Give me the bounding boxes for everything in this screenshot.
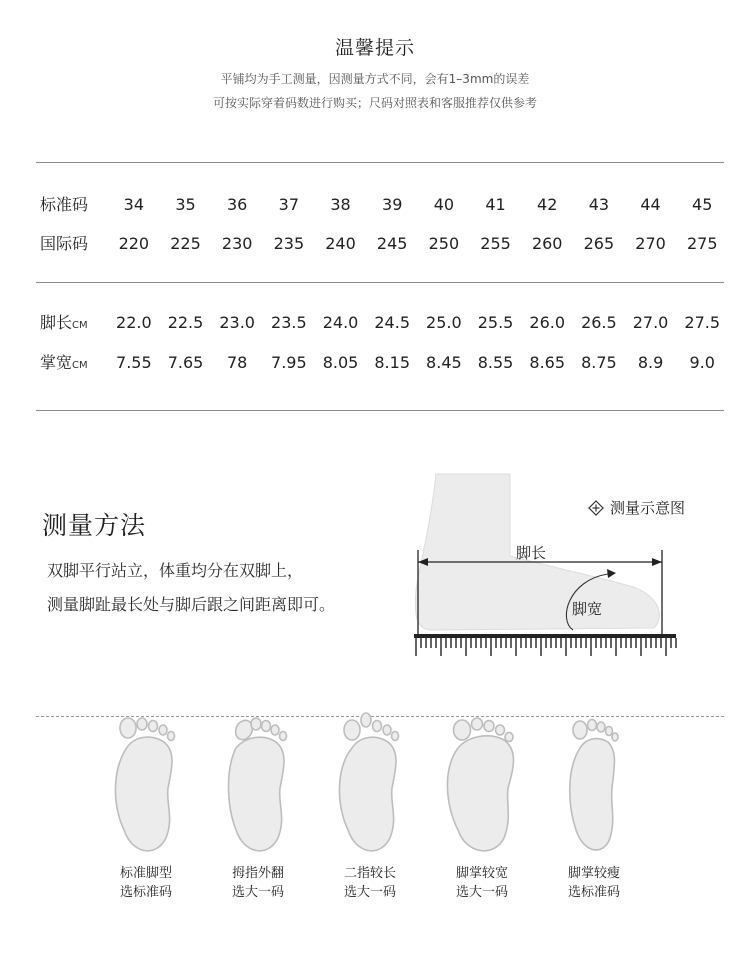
table-cell: 8.65 [529, 353, 566, 372]
table-cell: 34 [123, 195, 145, 214]
table-cell: 41 [485, 195, 506, 214]
table-cell: 38 [330, 195, 351, 214]
diagram-caption-text: 测量示意图 [610, 499, 686, 517]
table-cell: 245 [376, 234, 408, 253]
table-cell: 7.55 [116, 353, 152, 372]
row-label-foot-width: 掌宽CM [40, 353, 88, 372]
table-cell: 26.0 [529, 313, 566, 332]
table-bottom-rule [36, 410, 724, 411]
table-cell: 25.0 [426, 313, 462, 332]
table-cell: 27.5 [684, 313, 721, 332]
foot-type-wide [426, 708, 538, 902]
narrow-foot-icon [554, 708, 634, 864]
table-cell: 220 [118, 234, 150, 253]
table-cell: 270 [635, 234, 666, 253]
tip-note-line-1: 平铺均为手工测量，因测量方式不同，会有1–3mm的误差 [220, 72, 530, 86]
foot-type-line-1: 脚掌较宽 [455, 866, 508, 881]
table-cell: 23.5 [271, 313, 307, 332]
tip-note-line-2: 可按实际穿着码数进行购买；尺码对照表和客服推荐仅供参考 [212, 96, 537, 110]
foot-type-line-2: 选大一码 [231, 885, 284, 900]
width-label: 脚宽 [572, 600, 603, 618]
table-cell: 39 [382, 195, 403, 214]
foot-type-line-1: 脚掌较瘦 [567, 866, 620, 881]
foot-type-line-1: 拇指外翻 [231, 866, 284, 881]
table-row-international-size [108, 234, 728, 254]
table-cell: 8.75 [581, 353, 617, 372]
table-cell: 22.0 [116, 313, 152, 332]
measurement-instruction-line-1: 双脚平行站立，体重均分在双脚上， [47, 561, 304, 580]
table-cell: 35 [175, 195, 196, 214]
foot-type-line-2: 选大一码 [343, 885, 396, 900]
table-cell: 255 [480, 234, 511, 253]
table-cell: 7.95 [271, 353, 307, 372]
table-cell: 8.9 [637, 353, 664, 372]
table-cell: 26.5 [581, 313, 617, 332]
table-middle-rule [36, 282, 724, 283]
foot-type-standard [90, 708, 202, 902]
table-cell: 22.5 [167, 313, 204, 332]
table-cell: 25.5 [477, 313, 514, 332]
table-cell: 8.55 [477, 353, 514, 372]
row-label-foot-length: 脚长CM [40, 313, 88, 332]
long-second-toe-foot-icon [330, 708, 410, 864]
table-cell: 45 [692, 195, 713, 214]
foot-type-narrow [538, 708, 650, 902]
foot-type-guide [90, 708, 710, 902]
table-cell: 8.05 [322, 353, 359, 372]
table-cell: 265 [583, 234, 615, 253]
table-cell: 9.0 [689, 353, 715, 372]
bunion-foot-icon [218, 708, 298, 864]
table-cell: 7.65 [167, 353, 204, 372]
foot-measurement-diagram [408, 470, 680, 662]
table-cell: 240 [325, 234, 356, 253]
length-label: 脚长 [516, 544, 547, 562]
table-cell: 78 [227, 353, 248, 372]
foot-type-line-2: 选大一码 [455, 885, 508, 900]
table-cell: 230 [221, 234, 253, 253]
table-cell: 44 [640, 195, 661, 214]
table-cell: 250 [428, 234, 460, 253]
table-row-standard-size [108, 195, 728, 215]
foot-type-line-1: 标准脚型 [119, 866, 172, 881]
table-cell: 8.15 [374, 353, 410, 372]
measurement-instruction-line-2: 测量脚趾最长处与脚后跟之间距离即可。 [47, 595, 336, 614]
table-cell: 235 [273, 234, 305, 253]
row-label-standard-size: 标准码 [40, 195, 89, 214]
table-cell: 275 [686, 234, 718, 253]
page-title: 温馨提示 [334, 37, 415, 59]
foot-type-line-2: 选标准码 [119, 885, 172, 900]
table-cell: 36 [227, 195, 248, 214]
standard-foot-icon [106, 708, 186, 864]
table-top-rule [36, 162, 724, 163]
foot-type-line-1: 二指较长 [343, 866, 396, 881]
foot-type-long-second-toe [314, 708, 426, 902]
table-cell: 42 [537, 195, 558, 214]
table-cell: 260 [531, 234, 563, 253]
table-cell: 27.0 [632, 313, 669, 332]
table-cell: 43 [588, 195, 610, 214]
table-cell: 225 [170, 234, 201, 253]
table-cell: 23.0 [219, 313, 255, 332]
table-cell: 24.5 [374, 313, 410, 332]
table-cell: 37 [278, 195, 300, 214]
foot-type-line-2: 选标准码 [567, 885, 620, 900]
ruler [414, 634, 676, 638]
table-row-foot-length [108, 313, 728, 333]
measurement-method-title: 测量方法 [42, 511, 147, 540]
table-cell: 8.45 [426, 353, 462, 372]
row-label-international-size: 国际码 [40, 234, 89, 253]
table-cell: 40 [433, 195, 455, 214]
foot-type-bunion [202, 708, 314, 902]
wide-foot-icon [442, 708, 522, 864]
table-row-foot-width [108, 353, 728, 373]
table-cell: 24.0 [322, 313, 359, 332]
